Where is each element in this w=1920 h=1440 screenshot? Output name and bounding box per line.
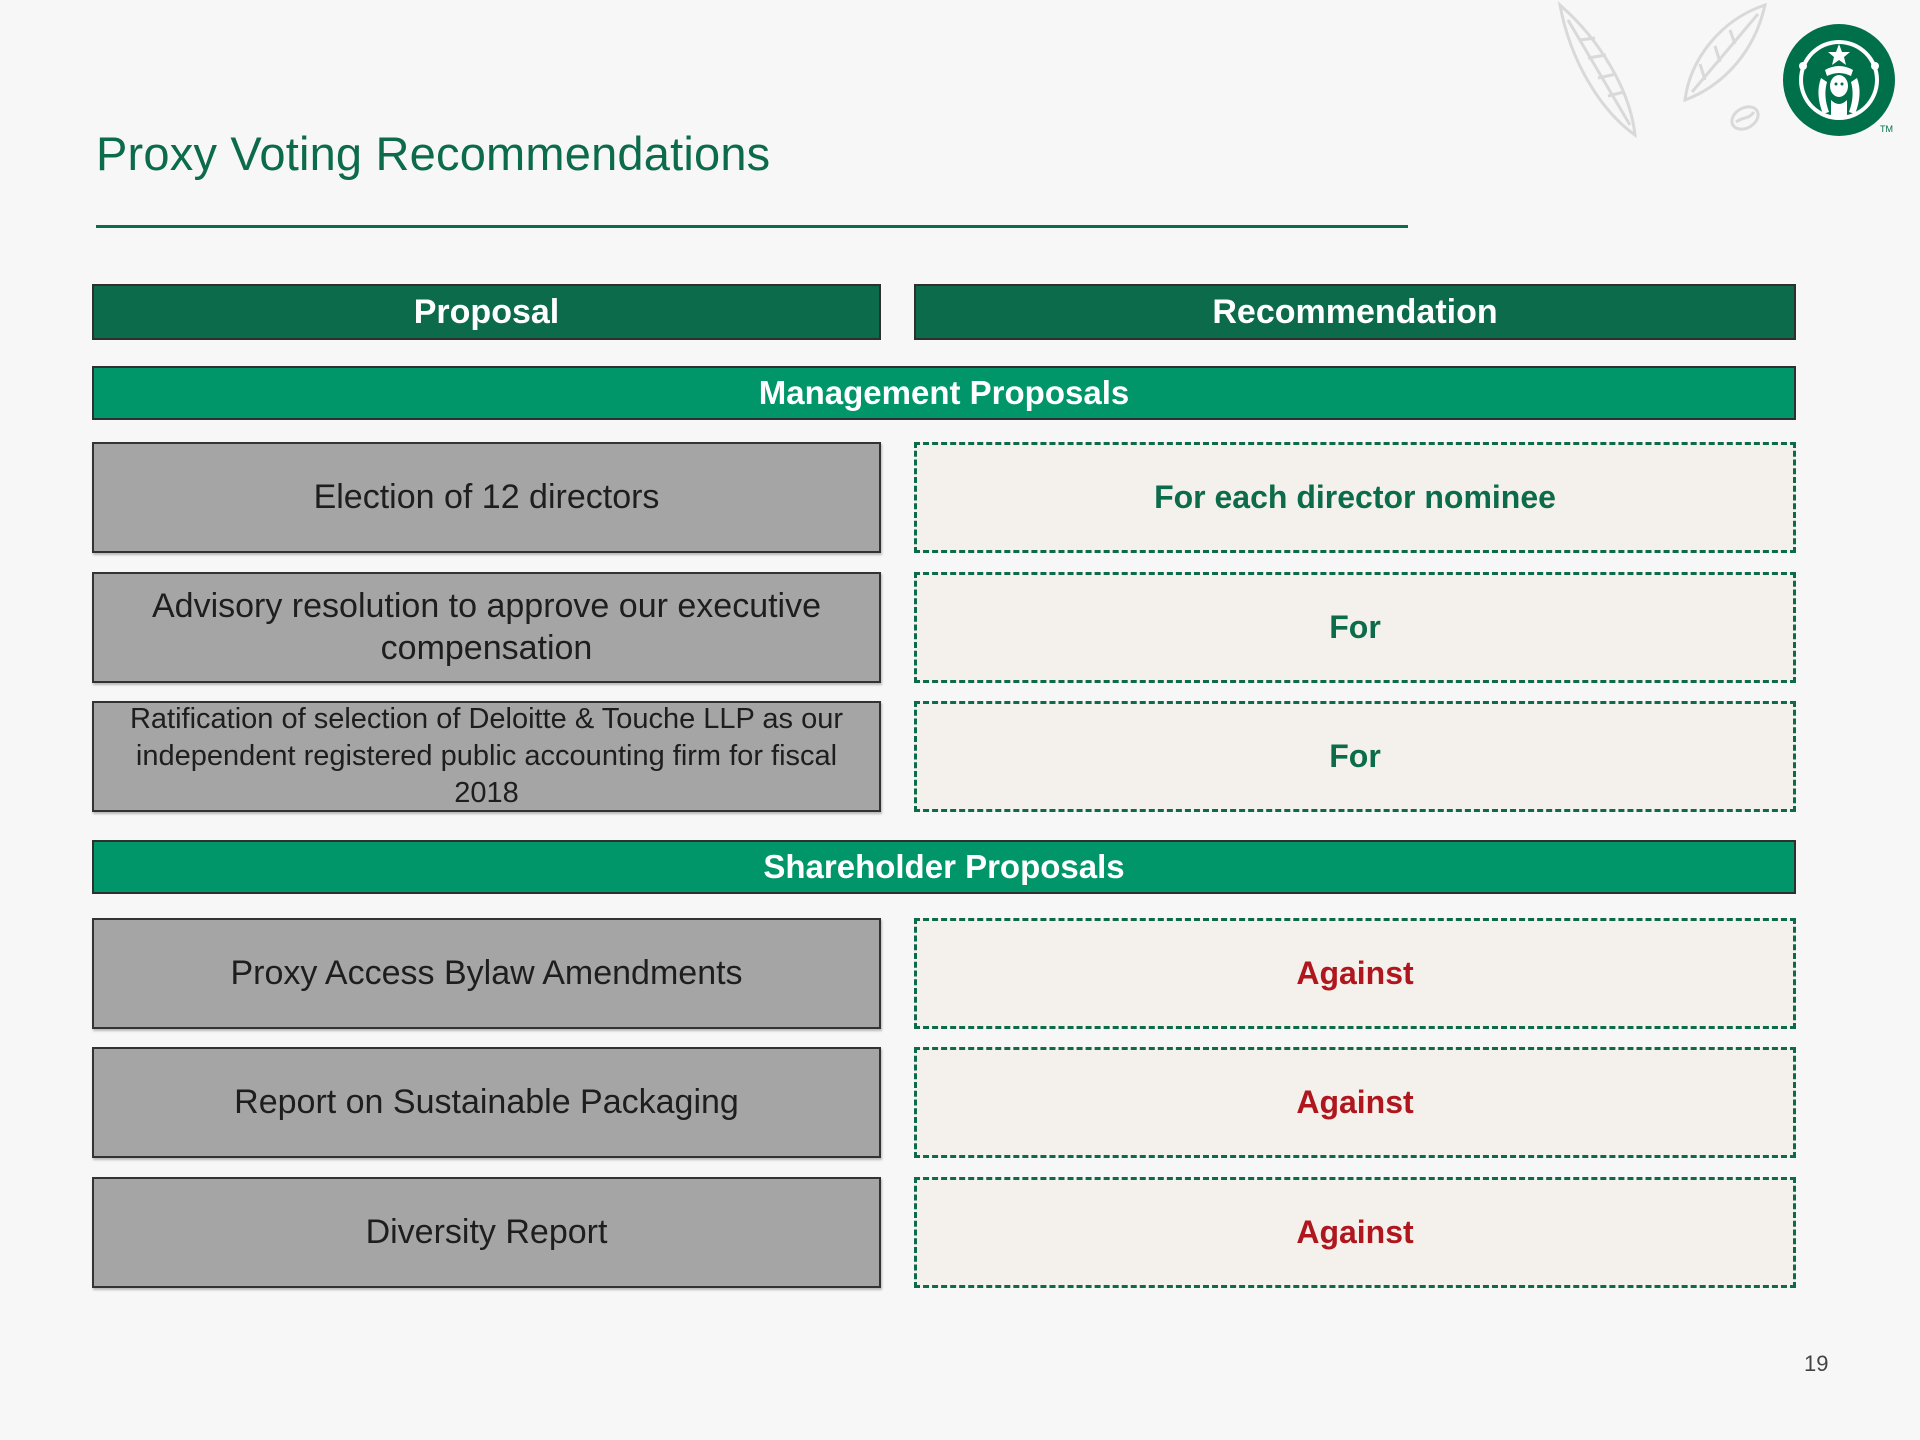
proposal-cell: Advisory resolution to approve our executive compensation (92, 572, 881, 683)
recommendation-cell: Against (914, 918, 1796, 1029)
proposal-cell: Ratification of selection of Deloitte & Touche LLP as our independent registered public accounting firm for fiscal 2018 (92, 701, 881, 812)
page-title: Proxy Voting Recommendations (96, 127, 771, 180)
recommendation-cell: For (914, 572, 1796, 683)
recommendation-cell: For each director nominee (914, 442, 1796, 553)
recommendation-cell: Against (914, 1047, 1796, 1158)
proposal-cell: Diversity Report (92, 1177, 881, 1288)
recommendation-cell: For (914, 701, 1796, 812)
header-proposal: Proposal (92, 284, 881, 340)
proposal-cell: Proxy Access Bylaw Amendments (92, 918, 881, 1029)
proposal-cell: Election of 12 directors (92, 442, 881, 553)
proposal-cell: Report on Sustainable Packaging (92, 1047, 881, 1158)
trademark-symbol: TM (1880, 124, 1893, 134)
recommendation-cell: Against (914, 1177, 1796, 1288)
section-band-management: Management Proposals (92, 366, 1796, 420)
title-divider (96, 225, 1408, 228)
leaf-decoration-icon (1540, 0, 1780, 150)
section-band-shareholder: Shareholder Proposals (92, 840, 1796, 894)
page-number: 19 (1804, 1351, 1829, 1376)
header-recommendation: Recommendation (914, 284, 1796, 340)
